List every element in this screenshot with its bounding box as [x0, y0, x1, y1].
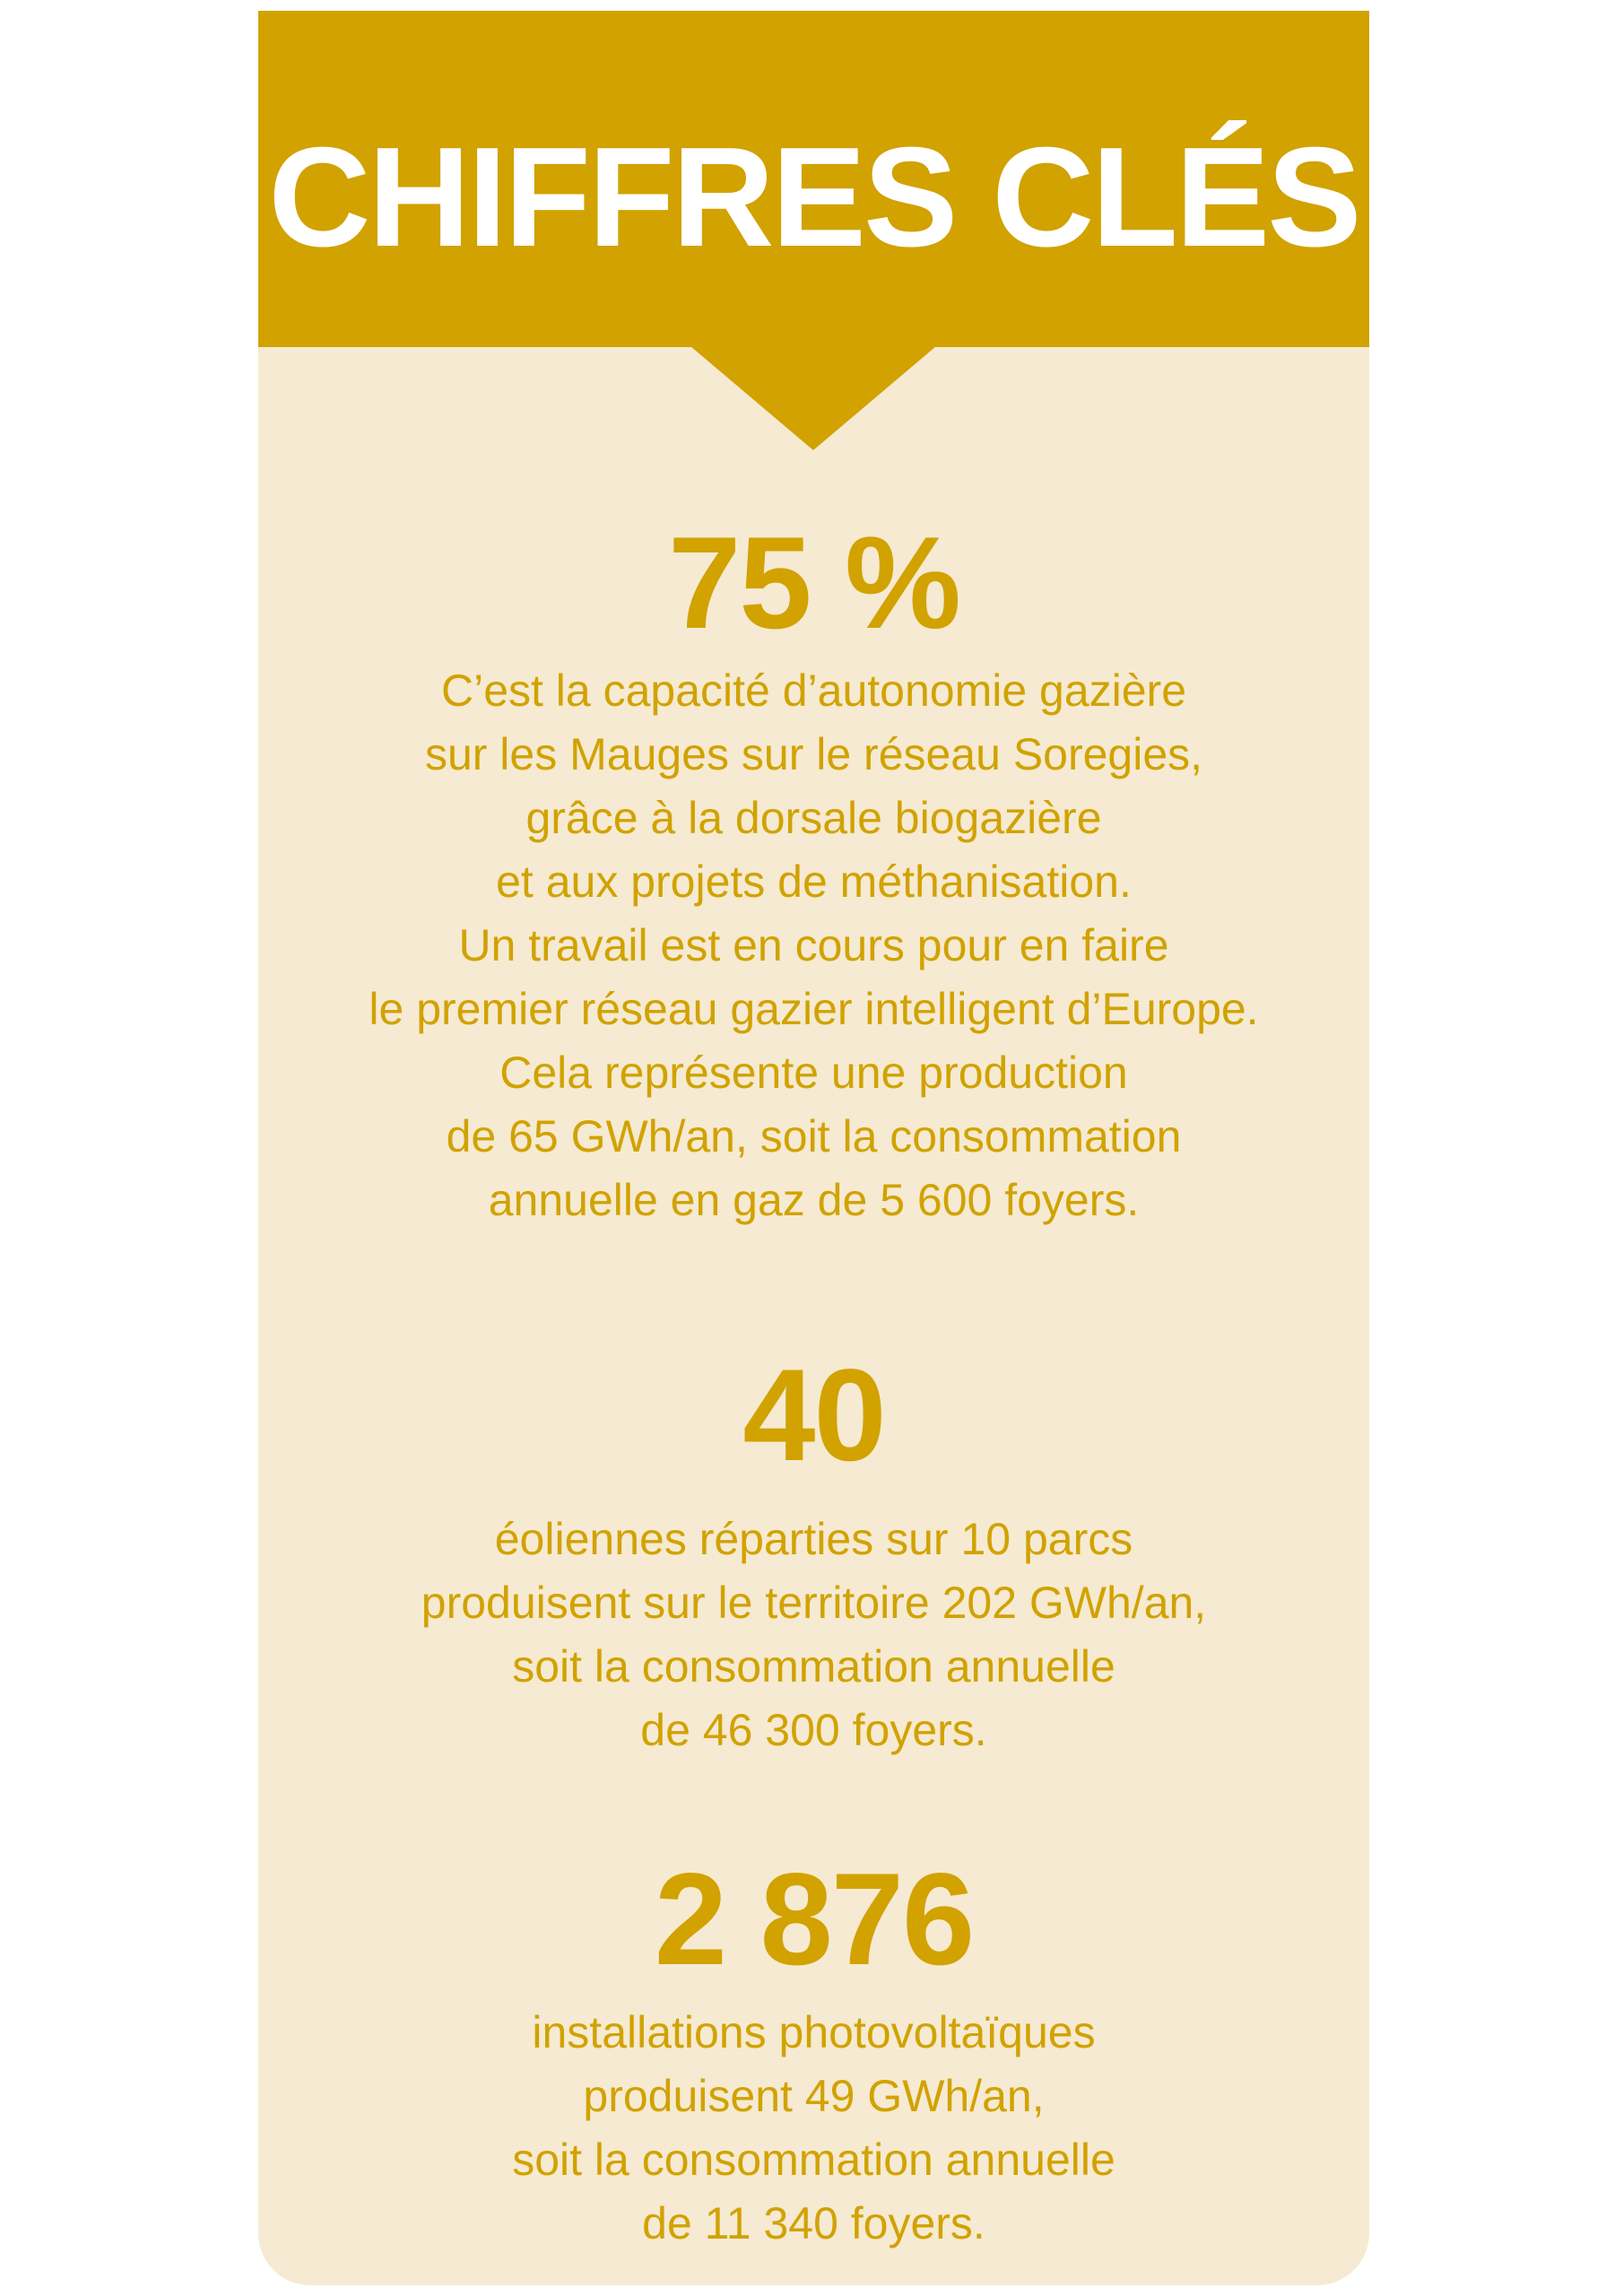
stat-description: éoliennes réparties sur 10 parcs produisent sur le territoire 202 GWh/an, soit la consommation annuelle de 46 300 foyers.: [421, 1514, 1207, 1755]
stat-photovoltaic: [258, 1846, 1369, 2256]
header-banner: [258, 11, 1369, 347]
stat-value: 75 %: [668, 509, 959, 656]
stat-value: 40: [742, 1342, 885, 1488]
key-figures-card: [258, 11, 1369, 2285]
header-pointer-arrow: [690, 346, 936, 450]
stat-wind-turbines: [258, 1342, 1369, 1762]
page-title: CHIFFRES CLÉS: [268, 118, 1359, 276]
stat-gas-autonomy: [258, 509, 1369, 1232]
stat-value: 2 876: [654, 1846, 974, 1992]
stat-description: C’est la capacité d’autonomie gazière sur les Mauges sur le réseau Soregies, grâce à la dorsale biogazière et aux projets de méthanisation. Un travail est en cours pour en faire le premier réseau gazier intelligent d’Europe. Cela représente une production de 65 GWh/an, soit la consommation annuelle en gaz de 5 600 foyers.: [369, 665, 1259, 1225]
stat-description: installations photovoltaïques produisent 49 GWh/an, soit la consommation annuelle de 11 340 foyers.: [512, 2007, 1115, 2248]
